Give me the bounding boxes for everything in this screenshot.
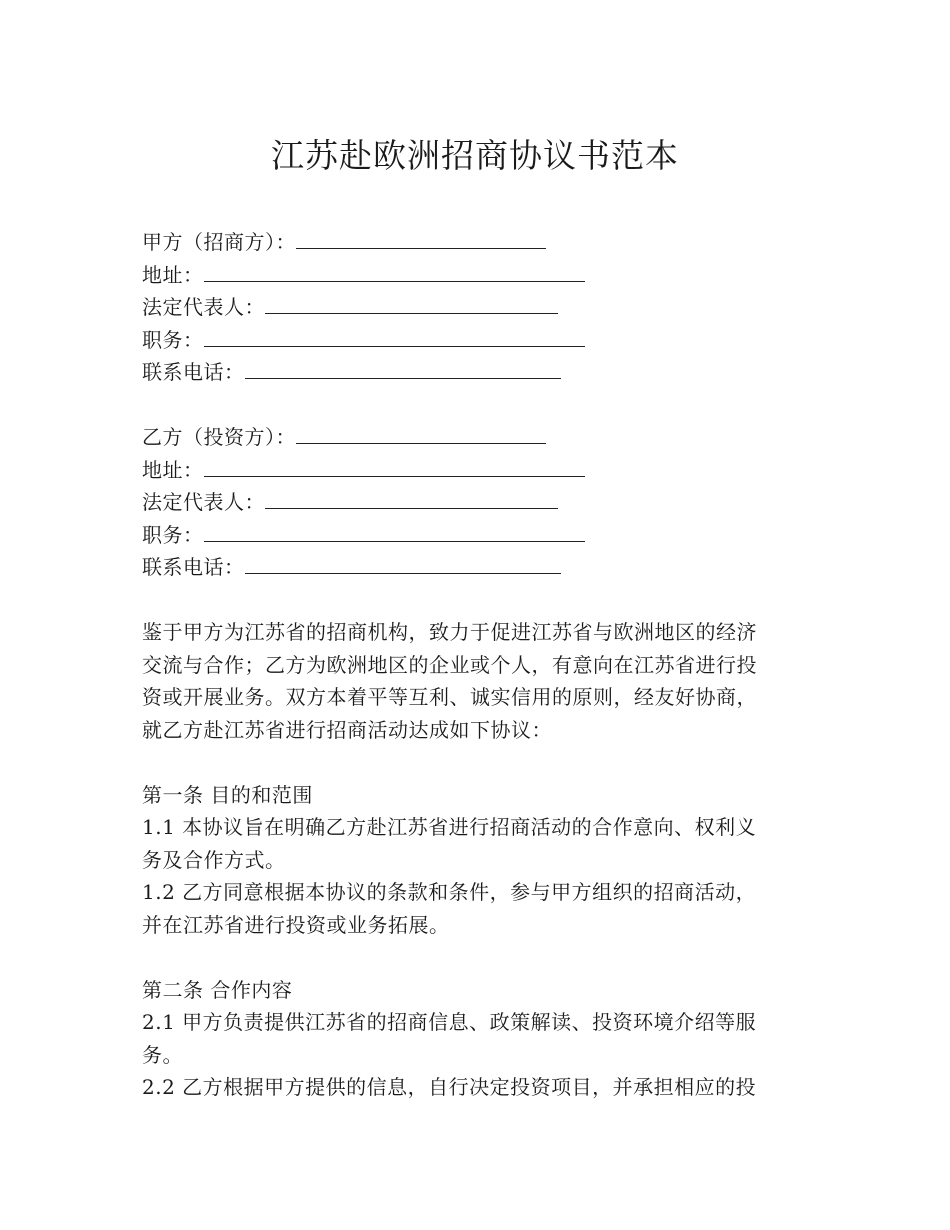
- article2-line: 2.1 甲方负责提供江苏省的招商信息、政策解读、投资环境介绍等服: [142, 1010, 757, 1034]
- party-b-phone-label: 联系电话：: [142, 555, 245, 579]
- spacer: [142, 941, 802, 974]
- party-b-address-line: [142, 454, 802, 487]
- party-b-position-label: 职务：: [142, 522, 204, 547]
- party-b-address-blank[interactable]: [204, 454, 585, 477]
- party-b-address-label: 地址：: [142, 457, 204, 482]
- party-b-heading: 乙方（投资方）：: [142, 425, 296, 449]
- preamble-line: 资或开展业务。双方本着平等互利、诚实信用的原则，经友好协商，: [142, 685, 757, 709]
- party-b-legal-rep-blank[interactable]: [265, 486, 558, 509]
- party-a-phone-blank[interactable]: [245, 356, 561, 379]
- party-b-phone-line: [142, 551, 802, 584]
- article2-line: 2.2 乙方根据甲方提供的信息，自行决定投资项目，并承担相应的投: [142, 1075, 757, 1099]
- party-a-legal-rep-label: 法定代表人：: [142, 295, 265, 319]
- party-b-position-blank[interactable]: [204, 519, 585, 542]
- spacer: [142, 746, 802, 779]
- party-a-phone-line: [142, 356, 802, 389]
- article1-line: 务及合作方式。: [142, 847, 286, 872]
- preamble-line: 就乙方赴江苏省进行招商活动达成如下协议：: [142, 717, 552, 742]
- party-a-legal-rep-line: [142, 291, 802, 324]
- article1-line: 并在江苏省进行投资或业务拓展。: [142, 912, 450, 937]
- party-b-position-line: [142, 519, 802, 552]
- party-a-address-line: [142, 259, 802, 292]
- document-body: [142, 226, 802, 1104]
- party-a-legal-rep-blank[interactable]: [265, 291, 558, 314]
- party-a-heading: 甲方（招商方）：: [142, 230, 296, 254]
- party-b-name-blank[interactable]: [296, 421, 546, 444]
- party-a-position-blank[interactable]: [204, 324, 585, 347]
- spacer: [142, 584, 802, 617]
- preamble-line: 交流与合作；乙方为欧洲地区的企业或个人，有意向在江苏省进行投: [142, 652, 757, 677]
- article1-line: 1.2 乙方同意根据本协议的条款和条件，参与甲方组织的招商活动，: [142, 880, 757, 904]
- preamble-line: 鉴于甲方为江苏省的招商机构，致力于促进江苏省与欧洲地区的经济: [142, 620, 757, 644]
- spacer: [142, 389, 802, 422]
- party-a-phone-label: 联系电话：: [142, 360, 245, 384]
- party-b-legal-rep-label: 法定代表人：: [142, 490, 265, 514]
- party-a-position-line: [142, 324, 802, 357]
- article1-heading: 第一条 目的和范围: [142, 782, 313, 807]
- party-b-heading-line: [142, 421, 802, 454]
- party-b-legal-rep-line: [142, 486, 802, 519]
- party-b-phone-blank[interactable]: [245, 551, 561, 574]
- document-title: 江苏赴欧洲招商协议书范本: [271, 136, 679, 175]
- party-a-address-blank[interactable]: [204, 259, 585, 282]
- party-a-position-label: 职务：: [142, 327, 204, 352]
- party-a-name-blank[interactable]: [296, 226, 546, 249]
- party-a-address-label: 地址：: [142, 262, 204, 287]
- article1-line: 1.1 本协议旨在明确乙方赴江苏省进行招商活动的合作意向、权利义: [142, 815, 757, 839]
- article2-line: 务。: [142, 1042, 183, 1067]
- article2-heading: 第二条 合作内容: [142, 977, 293, 1002]
- party-a-heading-line: [142, 226, 802, 259]
